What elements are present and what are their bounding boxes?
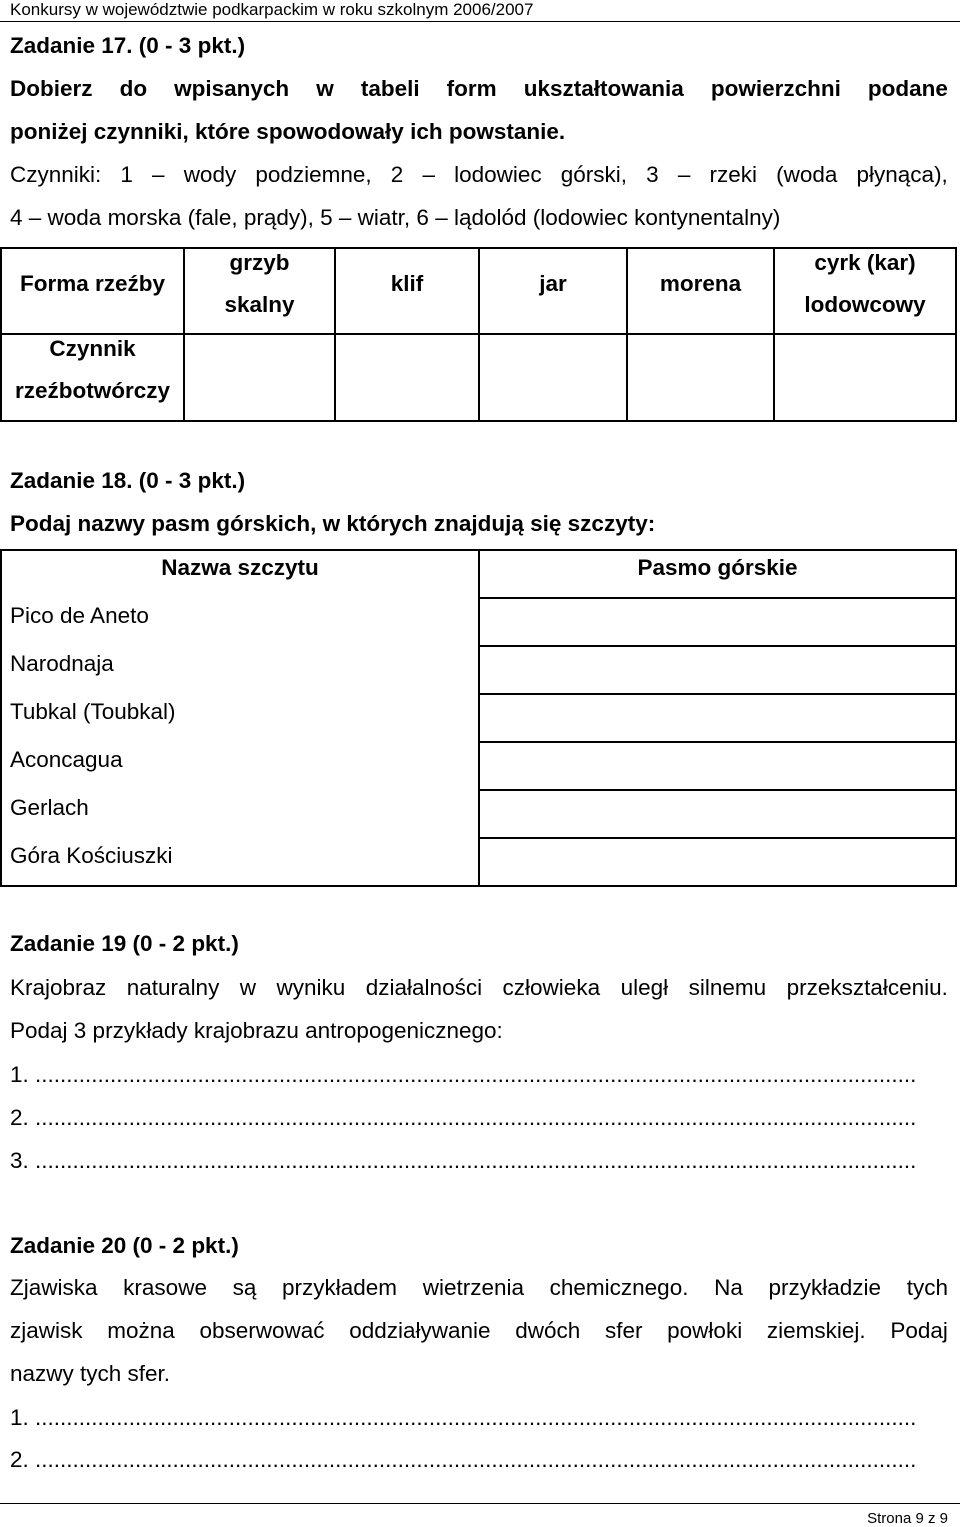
task20-title: Zadanie 20 (0 - 2 pkt.)	[10, 1233, 239, 1258]
answer-line-1: 1. .............................................................................................................................................	[10, 1405, 917, 1430]
task19-line1	[10, 975, 948, 1001]
task17-instruction-line2: poniżej czynniki, które spowodowały ich powstanie.	[10, 119, 566, 144]
word: zjawisk	[10, 1318, 83, 1343]
footer-divider	[0, 1503, 960, 1504]
word: przekształceniu.	[786, 975, 948, 1000]
word: w	[316, 76, 334, 101]
word: oddziaływanie	[349, 1318, 491, 1343]
col-klif: klif	[390, 271, 424, 296]
page-number: Strona 9 z 9	[867, 1510, 948, 1527]
word: ukształtowania	[523, 76, 684, 101]
word: dwóch	[515, 1318, 581, 1343]
word: wietrzenia	[422, 1275, 524, 1300]
word: sfer	[604, 1318, 643, 1343]
peak-row: Aconcagua	[10, 747, 123, 772]
word: 1	[120, 162, 133, 187]
col-peak-header: Nazwa szczytu	[161, 555, 319, 580]
col-jar: jar	[539, 271, 567, 296]
word: lodowiec	[454, 162, 542, 187]
word: Zjawiska	[10, 1275, 98, 1300]
word: 3	[646, 162, 659, 187]
word: tych	[906, 1275, 948, 1300]
task20-line1	[10, 1275, 948, 1301]
word: można	[107, 1318, 175, 1343]
row-label-factor-line1: Czynnik	[49, 336, 136, 361]
answer-line-2: 2. .............................................................................................................................................	[10, 1105, 917, 1130]
mountains-table	[0, 549, 957, 889]
word: (woda	[776, 162, 838, 187]
word: Dobierz	[10, 76, 93, 101]
task17-factors-line2: 4 – woda morska (fale, prądy), 5 – wiatr, 6 – lądolód (lodowiec kontynentalny)	[10, 205, 781, 230]
word: chemicznego.	[549, 1275, 689, 1300]
word: uległ	[620, 975, 669, 1000]
word: –	[422, 162, 435, 187]
word: człowieka	[502, 975, 601, 1000]
peak-row: Narodnaja	[10, 651, 114, 676]
peak-row: Góra Kościuszki	[10, 843, 173, 868]
word: –	[152, 162, 165, 187]
task19-title: Zadanie 19 (0 - 2 pkt.)	[10, 931, 239, 956]
col-range-header: Pasmo górskie	[637, 555, 798, 580]
word: działalności	[365, 975, 483, 1000]
task20-line3: nazwy tych sfer.	[10, 1361, 171, 1386]
word: podane	[867, 76, 948, 101]
word: wody	[183, 162, 237, 187]
peak-row: Tubkal (Toubkal)	[10, 699, 176, 724]
word: obserwować	[199, 1318, 325, 1343]
word: powierzchni	[710, 76, 841, 101]
answer-line-3: 3. .............................................................................................................................................	[10, 1148, 917, 1173]
task19-line2: Podaj 3 przykłady krajobrazu antropogenicznego:	[10, 1018, 503, 1043]
word: do	[119, 76, 148, 101]
task17-title: Zadanie 17. (0 - 3 pkt.)	[10, 33, 246, 58]
word: są	[232, 1275, 257, 1300]
task18-instruction: Podaj nazwy pasm górskich, w których znajdują się szczyty:	[10, 511, 656, 536]
word: 2	[390, 162, 404, 187]
word: naturalny	[126, 975, 220, 1000]
word: Krajobraz	[10, 975, 107, 1000]
word: rzeki	[709, 162, 757, 187]
row-label-factor-line2: rzeźbotwórczy	[14, 378, 171, 403]
task18-title: Zadanie 18. (0 - 3 pkt.)	[10, 468, 246, 493]
word: górski,	[560, 162, 628, 187]
word: Czynniki:	[10, 162, 102, 187]
task17-instruction-line1	[10, 76, 948, 102]
answer-line-1: 1. .............................................................................................................................................	[10, 1062, 917, 1087]
word: przykładzie	[768, 1275, 882, 1300]
col-grzyb-line1: grzyb	[229, 250, 290, 275]
word: płynąca),	[856, 162, 948, 187]
word: Na	[714, 1275, 743, 1300]
word: Podaj	[890, 1318, 948, 1343]
col-grzyb-line2: skalny	[224, 292, 295, 317]
task17-factors-line1	[10, 162, 948, 188]
col-morena: morena	[659, 271, 742, 296]
word: krasowe	[123, 1275, 207, 1300]
task20-line2	[10, 1318, 948, 1344]
col-cyrk-line2: lodowcowy	[804, 292, 926, 317]
word: form	[446, 76, 497, 101]
header-title: Konkursy w województwie podkarpackim w roku szkolnym 2006/2007	[10, 0, 534, 19]
word: w	[239, 975, 257, 1000]
page-header	[0, 0, 960, 22]
word: wyniku	[276, 975, 346, 1000]
col-cyrk-line1: cyrk (kar)	[814, 250, 916, 275]
word: podziemne,	[255, 162, 372, 187]
word: powłoki	[667, 1318, 743, 1343]
peak-row: Gerlach	[10, 795, 89, 820]
word: tabeli	[360, 76, 420, 101]
word: silnemu	[688, 975, 767, 1000]
word: wpisanych	[174, 76, 290, 101]
row-label-form: Forma rzeźby	[19, 271, 166, 296]
word: –	[677, 162, 691, 187]
word: ziemskiej.	[766, 1318, 866, 1343]
answer-line-2: 2. .............................................................................................................................................	[10, 1447, 917, 1472]
landform-table	[0, 247, 957, 422]
peak-row: Pico de Aneto	[10, 603, 149, 628]
word: przykładem	[282, 1275, 398, 1300]
